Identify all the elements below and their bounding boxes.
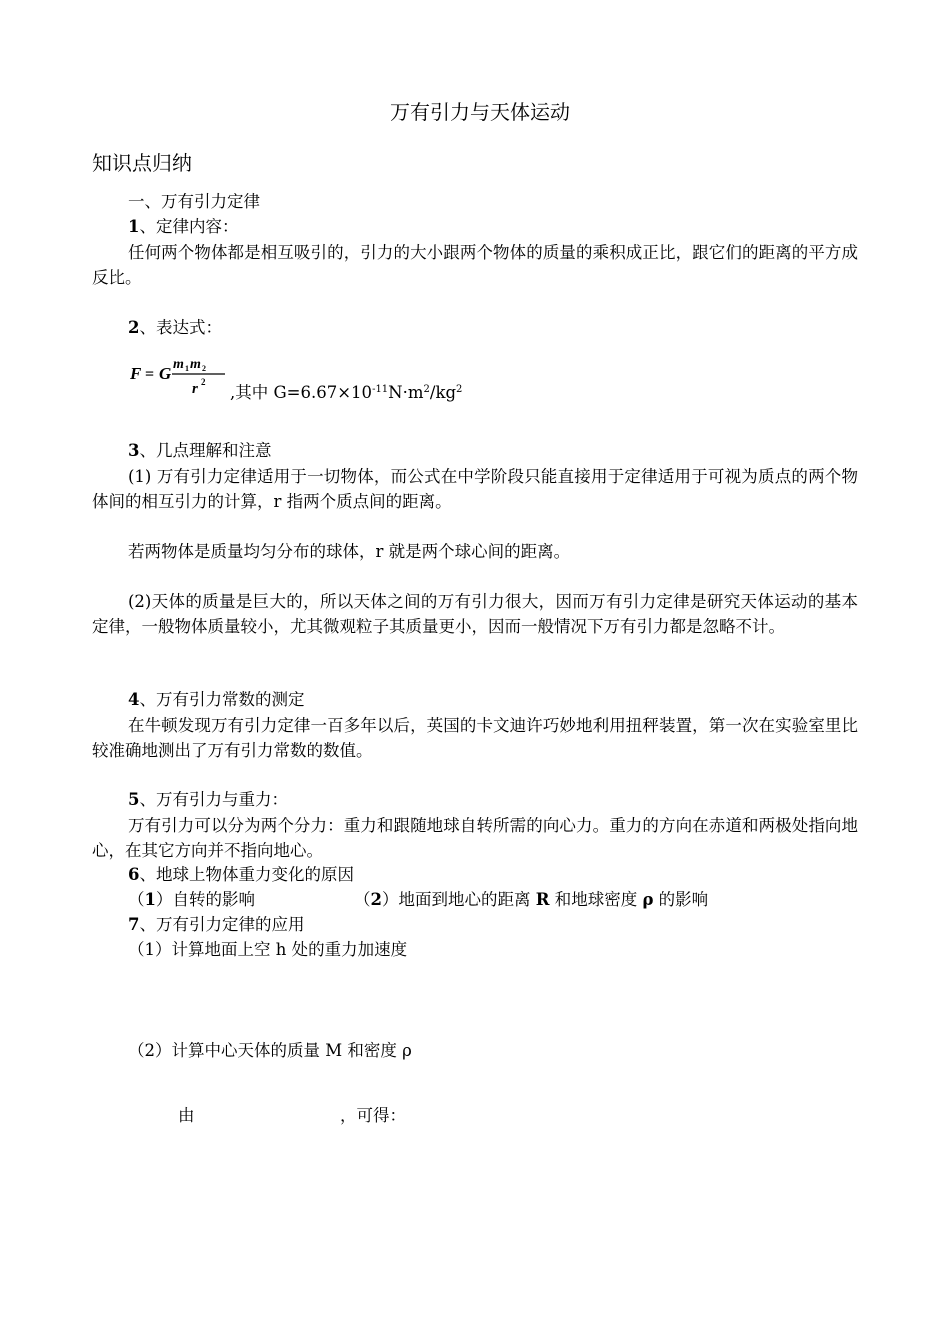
item-6-number: 6 (128, 865, 140, 884)
formula-f: F (130, 364, 142, 383)
formula-m2: m (190, 357, 201, 372)
item-5-label: 、万有引力与重力： (139, 790, 288, 809)
item-5-text: 万有引力可以分为两个分力：重力和跟随地球自转所需的向心力。重力的方向在赤道和两极处指向地心，在其它方向并不指向地心。 (92, 816, 858, 860)
item-4-heading (128, 688, 304, 712)
item-6-label: 、地球上物体重力变化的原因 (139, 865, 354, 884)
formula-sub1: 1 (185, 364, 189, 373)
item-3-number: 3 (128, 441, 140, 460)
section-1-title: 一、万有引力定律 (128, 192, 260, 211)
item-1-number: 1 (128, 217, 140, 236)
item-2-number: 2 (128, 318, 140, 337)
item-3-point-1: (1) 万有引力定律适用于一切物体，而公式在中学阶段只能直接用于定律适用于可视为质点的两个物体间的相互引力的计算，r 指两个质点间的距离。 (92, 467, 858, 511)
formula-m1: m (173, 357, 184, 372)
gravitational-constant (230, 381, 462, 405)
formula-exp: 2 (201, 377, 206, 387)
item-5-heading (128, 788, 288, 812)
formula-graphic (128, 354, 230, 402)
constant-unit-exp-m: 2 (423, 384, 430, 395)
item-6-reason-2: （2）地面到地心的距离 R 和地球密度 ρ 的影响 (354, 890, 709, 909)
gravitation-formula (128, 354, 230, 402)
item-2-heading (128, 316, 222, 340)
item-7-heading (128, 913, 304, 937)
item-5-number: 5 (128, 790, 140, 809)
formula-r: r (192, 381, 198, 397)
item-1-text: 任何两个物体都是相互吸引的，引力的大小跟两个物体的质量的乘积成正比，跟它们的距离的平方成反比。 (92, 243, 858, 287)
item-4-text: 在牛顿发现万有引力定律一百多年以后，英国的卡文迪许巧妙地利用扭秤装置，第一次在实验室里比较准确地测出了万有引力常数的数值。 (92, 716, 858, 760)
derivation-from: 由 (178, 1106, 195, 1125)
item-1-label: 、定律内容： (139, 217, 239, 236)
section-heading: 知识点归纳 (92, 151, 192, 175)
derivation-result: ，可得： (340, 1106, 406, 1125)
item-3-point-1-note: 若两物体是质量均匀分布的球体，r 就是两个球心间的距离。 (128, 542, 571, 561)
item-7-application-1: （1）计算地面上空 h 处的重力加速度 (128, 940, 408, 959)
item-3-heading (128, 439, 271, 463)
constant-prefix: ,其中 G=6.67×10 (230, 383, 373, 402)
formula-equals: = (145, 366, 155, 383)
item-7-application-2: （2）计算中心天体的质量 M 和密度 ρ (128, 1041, 412, 1060)
constant-unit-kg: /kg (429, 383, 457, 402)
item-4-number: 4 (128, 690, 140, 709)
item-2-label: 、表达式： (139, 318, 222, 337)
formula-g: G (159, 364, 172, 383)
constant-unit-nm: N·m (388, 383, 424, 402)
item-1-heading (128, 215, 238, 239)
item-7-number: 7 (128, 915, 140, 934)
item-4-label: 、万有引力常数的测定 (139, 690, 305, 709)
item-6-reason-1: （1）自转的影响 (128, 890, 255, 909)
constant-unit-exp-kg: 2 (456, 384, 463, 395)
item-3-label: 、几点理解和注意 (139, 441, 272, 460)
item-3-point-2: (2)天体的质量是巨大的，所以天体之间的万有引力很大，因而万有引力定律是研究天体运动的基本定律，一般物体质量较小，尤其微观粒子其质量更小，因而一般情况下万有引力都是忽略不计。 (92, 592, 858, 636)
item-6-heading (128, 863, 354, 887)
item-7-label: 、万有引力定律的应用 (139, 915, 305, 934)
constant-exponent: -11 (372, 384, 389, 395)
formula-sub2: 2 (202, 364, 206, 373)
document-title: 万有引力与天体运动 (390, 100, 570, 124)
